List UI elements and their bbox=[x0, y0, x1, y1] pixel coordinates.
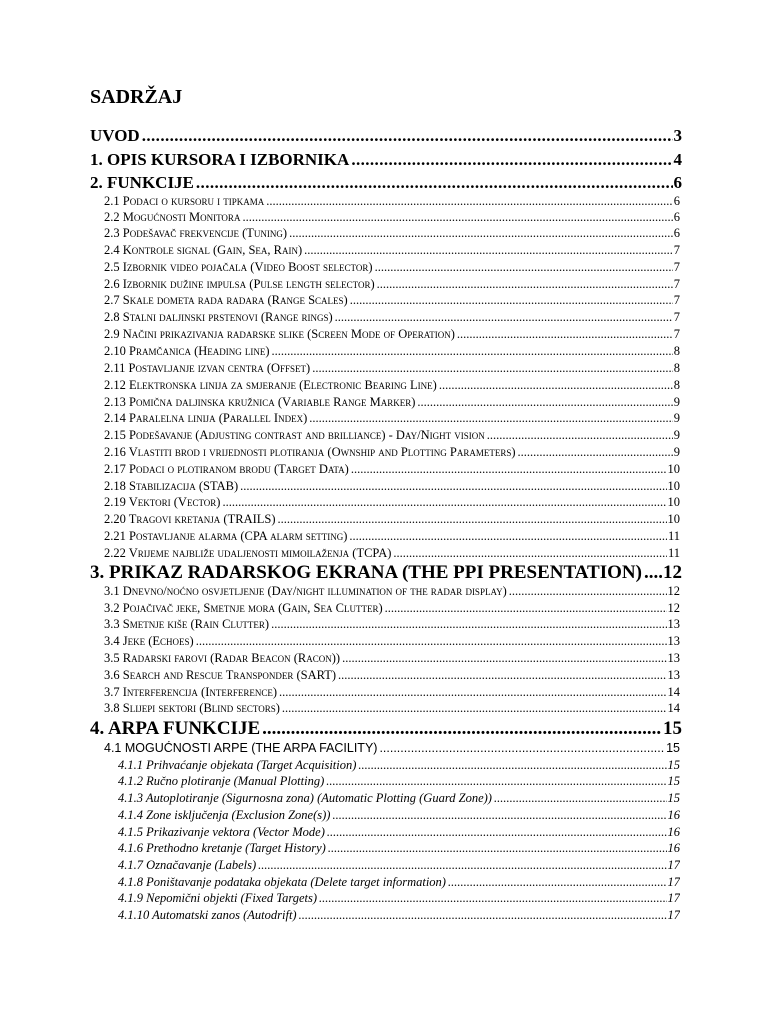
toc-entry-page-number: 11 bbox=[667, 529, 680, 543]
toc-entry-label: 3.4 Jeke (Echoes) bbox=[104, 634, 194, 648]
toc-entry[interactable] bbox=[104, 226, 680, 242]
toc-entry-page-number: 17 bbox=[667, 891, 680, 905]
dot-leader bbox=[326, 774, 666, 789]
dot-leader bbox=[304, 243, 673, 258]
toc-entry-label: 4. ARPA FUNKCIJE bbox=[90, 718, 261, 739]
dot-leader bbox=[278, 512, 667, 527]
dot-leader bbox=[338, 668, 667, 683]
toc-entry-page-number: 7 bbox=[673, 327, 680, 341]
toc-entry-label: 2.21 Postavljanje alarma (CPA alarm setting) bbox=[104, 529, 348, 543]
dot-leader bbox=[262, 718, 662, 740]
toc-entry-label: 2.18 Stabilizacija (STAB) bbox=[104, 479, 239, 493]
toc-entry-label: UVOD bbox=[90, 126, 140, 145]
dot-leader bbox=[350, 293, 673, 308]
toc-entry-label: 2.22 Vrijeme najbliže udaljenosti mimoilaženja (TCPA) bbox=[104, 546, 392, 560]
toc-entry[interactable] bbox=[90, 562, 682, 586]
dot-leader bbox=[266, 194, 673, 209]
dot-leader bbox=[377, 277, 673, 292]
dot-leader bbox=[142, 126, 673, 146]
toc-entry[interactable] bbox=[90, 718, 682, 742]
toc-entry[interactable] bbox=[104, 546, 680, 562]
toc-entry[interactable] bbox=[104, 310, 680, 326]
toc-entry[interactable] bbox=[104, 293, 680, 309]
dot-leader bbox=[335, 310, 673, 325]
toc-entry-page-number: 7 bbox=[673, 293, 680, 307]
toc-entry-page-number: 7 bbox=[673, 260, 680, 274]
toc-entry-label: 2.3 Podešavač frekvencije (Tuning) bbox=[104, 226, 288, 240]
dot-leader bbox=[196, 634, 667, 649]
toc-entry-page-number: 14 bbox=[667, 685, 680, 699]
toc-entry[interactable] bbox=[104, 668, 680, 684]
dot-leader bbox=[393, 546, 667, 561]
dot-leader bbox=[487, 428, 673, 443]
toc-entry[interactable] bbox=[104, 462, 680, 478]
toc-entry-label: 4.1.9 Nepomični objekti (Fixed Targets) bbox=[118, 891, 318, 905]
toc-entry[interactable] bbox=[104, 651, 680, 667]
toc-entry[interactable] bbox=[90, 126, 682, 148]
toc-entry[interactable] bbox=[104, 479, 680, 495]
toc-entry-page-number: 13 bbox=[667, 617, 680, 631]
dot-leader bbox=[375, 260, 673, 275]
toc-entry-page-number: 6 bbox=[673, 226, 680, 240]
toc-entry-label: 2.17 Podaci o plotiranom brodu (Target Data) bbox=[104, 462, 349, 476]
toc-entry-page-number: 10 bbox=[667, 495, 680, 509]
dot-leader bbox=[494, 791, 667, 806]
toc-entry-page-number: 6 bbox=[673, 194, 680, 208]
toc-entry[interactable] bbox=[104, 260, 680, 276]
toc-entry[interactable] bbox=[90, 150, 682, 172]
dot-leader bbox=[417, 395, 672, 410]
toc-entry-label: 2.16 Vlastiti brod i vrijednosti plotiranja (Ownship and Plotting Parameters) bbox=[104, 445, 516, 459]
toc-entry-label: 4.1.6 Prethodno kretanje (Target History) bbox=[118, 841, 326, 855]
dot-leader bbox=[457, 327, 673, 342]
dot-leader bbox=[349, 529, 667, 544]
toc-entry[interactable] bbox=[118, 875, 680, 891]
toc-entry-label: 2.15 Podešavanje (Adjusting contrast and brilliance) - Day/Night vision bbox=[104, 428, 485, 442]
toc-entry[interactable] bbox=[118, 808, 680, 824]
toc-entry[interactable] bbox=[118, 791, 680, 807]
toc-entry-label: 4.1.3 Autoplotiranje (Sigurnosna zona) (Automatic Plotting (Guard Zone)) bbox=[118, 791, 492, 805]
dot-leader bbox=[448, 875, 667, 890]
dot-leader bbox=[439, 378, 673, 393]
toc-entry[interactable] bbox=[118, 908, 680, 924]
toc-entry-page-number: 6 bbox=[673, 173, 682, 192]
toc-entry[interactable] bbox=[104, 411, 680, 427]
toc-entry[interactable] bbox=[104, 445, 680, 461]
toc-entry[interactable] bbox=[104, 344, 680, 360]
dot-leader bbox=[351, 150, 672, 170]
toc-entry[interactable] bbox=[104, 327, 680, 343]
toc-entry-page-number: 15 bbox=[667, 791, 680, 805]
dot-leader bbox=[196, 173, 673, 193]
toc-entry-label: 2.11 Postavljanje izvan centra (Offset) bbox=[104, 361, 311, 375]
dot-leader bbox=[385, 601, 667, 616]
toc-entry-label: 1. OPIS KURSORA I IZBORNIKA bbox=[90, 150, 350, 169]
toc-entry-page-number: 15 bbox=[666, 741, 680, 755]
toc-entry[interactable] bbox=[104, 495, 680, 511]
toc-entry-page-number: 6 bbox=[673, 210, 680, 224]
toc-entry-page-number: 10 bbox=[667, 512, 680, 526]
toc-entry-label: 2.4 Kontrole signal (Gain, Sea, Rain) bbox=[104, 243, 303, 257]
toc-entry-label: 4.1.4 Zone isključenja (Exclusion Zone(s)) bbox=[118, 808, 331, 822]
toc-entry[interactable] bbox=[104, 701, 680, 717]
toc-entry-label: 3.3 Smetnje kiše (Rain Clutter) bbox=[104, 617, 270, 631]
toc-entry-label: 2.20 Tragovi kretanja (TRAILS) bbox=[104, 512, 276, 526]
dot-leader bbox=[509, 584, 667, 599]
dot-leader bbox=[332, 808, 666, 823]
toc-entry-page-number: 11 bbox=[667, 546, 680, 560]
toc-entry[interactable] bbox=[104, 634, 680, 650]
toc-entry-label: 4.1.7 Označavanje (Labels) bbox=[118, 858, 257, 872]
toc-entry-page-number: 17 bbox=[667, 858, 680, 872]
toc-entry-page-number: 15 bbox=[663, 718, 682, 739]
toc-entry-page-number: 7 bbox=[673, 277, 680, 291]
dot-leader bbox=[328, 841, 667, 856]
dot-leader bbox=[379, 741, 665, 755]
toc-entry-label: 2.12 Elektronska linija za smjeranje (Electronic Bearing Line) bbox=[104, 378, 437, 392]
toc-entry-page-number: 8 bbox=[673, 361, 680, 375]
toc-entry[interactable] bbox=[118, 841, 680, 857]
toc-entry[interactable] bbox=[104, 685, 680, 701]
toc-title: SADRŽAJ bbox=[90, 86, 183, 108]
toc-entry[interactable] bbox=[118, 891, 680, 907]
dot-leader bbox=[279, 685, 666, 700]
toc-entry-label: 4.1.10 Automatski zanos (Autodrift) bbox=[118, 908, 297, 922]
toc-entry[interactable] bbox=[104, 741, 680, 757]
dot-leader bbox=[282, 701, 667, 716]
toc-entry[interactable] bbox=[104, 277, 680, 293]
toc-entry-page-number: 12 bbox=[667, 584, 680, 598]
toc-entry-page-number: 17 bbox=[667, 875, 680, 889]
toc-entry-page-number: 17 bbox=[667, 908, 680, 922]
toc-entry-page-number: 8 bbox=[673, 378, 680, 392]
dot-leader bbox=[342, 651, 666, 666]
toc-entry-label: 2.5 Izbornik video pojačala (Video Boost selector) bbox=[104, 260, 373, 274]
toc-entry[interactable] bbox=[104, 584, 680, 600]
toc-entry-page-number: 13 bbox=[667, 634, 680, 648]
toc-entry[interactable] bbox=[104, 194, 680, 210]
toc-entry-label: 3.6 Search and Rescue Transponder (SART) bbox=[104, 668, 336, 682]
toc-entry-label: 2.1 Podaci o kursoru i tipkama bbox=[104, 194, 265, 208]
toc-entry[interactable] bbox=[118, 758, 680, 774]
toc-entry-label: 4.1.2 Ručno plotiranje (Manual Plotting) bbox=[118, 774, 325, 788]
toc-entry[interactable] bbox=[104, 243, 680, 259]
dot-leader bbox=[518, 445, 673, 460]
toc-entry[interactable] bbox=[104, 512, 680, 528]
toc-entry-page-number: 12 bbox=[667, 601, 680, 615]
toc-entry-page-number: 9 bbox=[673, 411, 680, 425]
toc-entry-label: 4.1.1 Prihvaćanje objekata (Target Acquisition) bbox=[118, 758, 357, 772]
dot-leader bbox=[299, 908, 667, 923]
toc-entry-page-number: 16 bbox=[667, 841, 680, 855]
toc-entry-label: 2.13 Pomična daljinska kružnica (Variable Range Marker) bbox=[104, 395, 416, 409]
toc-entry[interactable] bbox=[104, 617, 680, 633]
toc-entry-page-number: 10 bbox=[667, 462, 680, 476]
toc-entry-label: 2.9 Načini prikazivanja radarske slike (Screen Mode of Operation) bbox=[104, 327, 455, 341]
dot-leader bbox=[289, 226, 673, 241]
toc-entry-label: 3.1 Dnevno/noćno osvjetljenje (Day/night illumination of the radar display) bbox=[104, 584, 507, 598]
toc-entry-label: 2.10 Pramčanica (Heading line) bbox=[104, 344, 270, 358]
dot-leader bbox=[258, 858, 666, 873]
toc-entry-page-number: 15 bbox=[667, 774, 680, 788]
toc-entry-label: 2. FUNKCIJE bbox=[90, 173, 194, 192]
toc-entry-page-number: 13 bbox=[667, 651, 680, 665]
toc-entry-label: 4.1 MOGUĆNOSTI ARPE (THE ARPA FACILITY) bbox=[104, 741, 378, 755]
toc-entry-page-number: 15 bbox=[667, 758, 680, 772]
toc-entry-page-number: 12 bbox=[663, 562, 682, 583]
toc-entry-page-number: 14 bbox=[667, 701, 680, 715]
toc-entry-page-number: 9 bbox=[673, 428, 680, 442]
toc-entry-label: 3.7 Interferencija (Interference) bbox=[104, 685, 278, 699]
dot-leader bbox=[644, 562, 662, 584]
toc-entry-label: 2.2 Mogućnosti Monitora bbox=[104, 210, 241, 224]
toc-entry[interactable] bbox=[118, 858, 680, 874]
dot-leader bbox=[272, 344, 673, 359]
dot-leader bbox=[309, 411, 673, 426]
toc-entry-label: 3.2 Pojačivač jeke, Smetnje mora (Gain, Sea Clutter) bbox=[104, 601, 383, 615]
toc-entry-label: 4.1.5 Prikazivanje vektora (Vector Mode) bbox=[118, 825, 325, 839]
toc-entry-label: 3. PRIKAZ RADARSKOG EKRANA (THE PPI PRESENTATION) bbox=[90, 562, 642, 583]
toc-entry-page-number: 8 bbox=[673, 344, 680, 358]
toc-entry-page-number: 9 bbox=[673, 395, 680, 409]
toc-entry-label: 2.14 Paralelna linija (Parallel Index) bbox=[104, 411, 308, 425]
dot-leader bbox=[351, 462, 667, 477]
dot-leader bbox=[319, 891, 666, 906]
toc-entry[interactable] bbox=[104, 601, 680, 617]
toc-entry[interactable] bbox=[104, 378, 680, 394]
toc-entry[interactable] bbox=[118, 825, 680, 841]
toc-entry[interactable] bbox=[104, 428, 680, 444]
toc-entry-page-number: 7 bbox=[673, 243, 680, 257]
dot-leader bbox=[222, 495, 666, 510]
toc-entry-label: 2.7 Skale dometa rada radara (Range Scales) bbox=[104, 293, 348, 307]
toc-entry-page-number: 10 bbox=[667, 479, 680, 493]
toc-entry-page-number: 4 bbox=[673, 150, 682, 169]
dot-leader bbox=[271, 617, 666, 632]
toc-entry[interactable] bbox=[118, 774, 680, 790]
toc-entry[interactable] bbox=[104, 529, 680, 545]
toc-entry[interactable] bbox=[104, 395, 680, 411]
dot-leader bbox=[240, 479, 666, 494]
dot-leader bbox=[312, 361, 673, 376]
toc-entry-page-number: 3 bbox=[673, 126, 682, 145]
toc-entry[interactable] bbox=[104, 361, 680, 377]
toc-entry[interactable] bbox=[90, 173, 682, 195]
dot-leader bbox=[327, 825, 667, 840]
toc-entry-label: 2.8 Stalni daljinski prstenovi (Range rings) bbox=[104, 310, 333, 324]
toc-entry-label: 2.6 Izbornik dužine impulsa (Pulse length selector) bbox=[104, 277, 375, 291]
toc-entry-label: 4.1.8 Poništavanje podataka objekata (Delete target information) bbox=[118, 875, 446, 889]
toc-entry-label: 3.5 Radarski farovi (Radar Beacon (Racon)) bbox=[104, 651, 341, 665]
toc-entry[interactable] bbox=[104, 210, 680, 226]
toc-entry-page-number: 9 bbox=[673, 445, 680, 459]
toc-entry-label: 3.8 Slijepi sektori (Blind sectors) bbox=[104, 701, 280, 715]
dot-leader bbox=[358, 758, 666, 773]
toc-entry-page-number: 13 bbox=[667, 668, 680, 682]
toc-entry-page-number: 16 bbox=[667, 825, 680, 839]
toc-entry-page-number: 7 bbox=[673, 310, 680, 324]
toc-entry-page-number: 16 bbox=[667, 808, 680, 822]
dot-leader bbox=[242, 210, 672, 225]
toc-entry-label: 2.19 Vektori (Vector) bbox=[104, 495, 221, 509]
